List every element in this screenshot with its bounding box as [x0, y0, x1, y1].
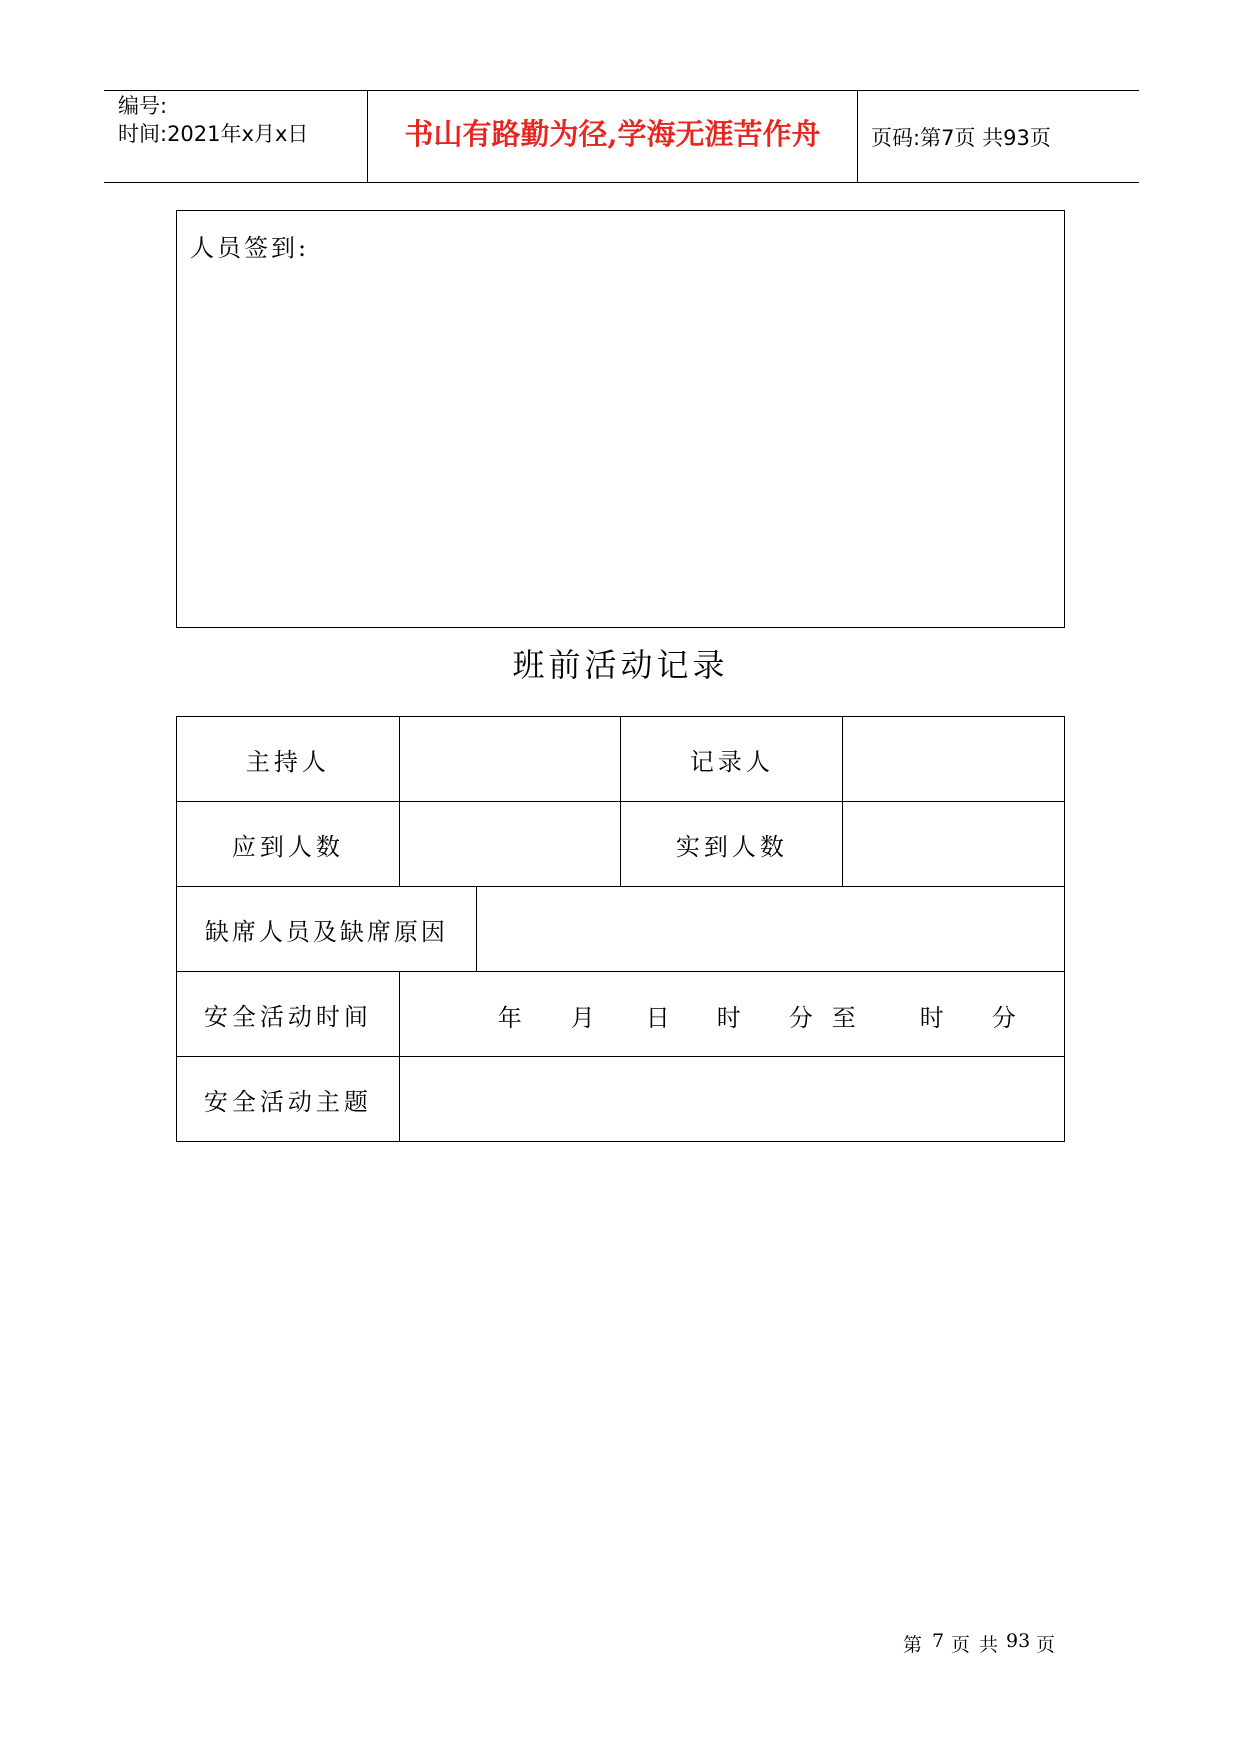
document-number-label: 编号:: [118, 94, 168, 118]
recorder-label: 记录人: [621, 717, 843, 802]
time-unit-hour-end: 时: [919, 1004, 944, 1032]
table-row: [177, 1057, 1065, 1142]
footer-total-unit: 页: [1036, 1634, 1056, 1656]
table-row: [177, 972, 1065, 1057]
table-row: [177, 717, 1065, 802]
time-unit-hour: 时: [716, 1004, 741, 1032]
activity-topic-label: 安全活动主题: [177, 1057, 400, 1142]
table-row: [177, 802, 1065, 887]
header-divider-left: [367, 90, 368, 183]
footer-page-unit: 页: [951, 1634, 971, 1656]
footer-prefix: 第: [903, 1634, 923, 1656]
actual-count-field[interactable]: [843, 802, 1065, 887]
form-title: 班前活动记录: [512, 646, 729, 684]
host-label: 主持人: [177, 717, 400, 802]
activity-record-table: [176, 716, 1065, 1142]
time-unit-minute-end: 分: [991, 1004, 1016, 1032]
document-time-label: 时间:2021年x月x日: [118, 122, 309, 146]
time-unit-month: 月: [570, 1004, 595, 1032]
expected-count-field[interactable]: [399, 802, 621, 887]
time-unit-to: 至: [831, 1004, 856, 1032]
header-motto: 书山有路勤为径,学海无涯苦作舟: [404, 117, 821, 151]
time-unit-minute: 分: [788, 1004, 813, 1032]
activity-topic-field[interactable]: [399, 1057, 1064, 1142]
expected-count-label: 应到人数: [177, 802, 400, 887]
header-divider-right: [857, 90, 858, 183]
activity-time-field[interactable]: [399, 972, 1064, 1057]
time-unit-year: 年: [497, 1004, 522, 1032]
signin-label: 人员签到:: [190, 234, 310, 262]
footer-total-pages: 93: [1006, 1630, 1031, 1652]
header-top-rule: [104, 90, 1139, 91]
time-unit-day: 日: [645, 1004, 670, 1032]
header-page-label: 页码:第7页 共93页: [871, 126, 1051, 150]
host-field[interactable]: [399, 717, 621, 802]
footer-total-prefix: 共: [979, 1634, 999, 1656]
table-row: [177, 887, 1065, 972]
absent-label: 缺席人员及缺席原因: [177, 887, 477, 972]
activity-time-label: 安全活动时间: [177, 972, 400, 1057]
footer-page-number: 7: [932, 1630, 945, 1652]
absent-field[interactable]: [476, 887, 1064, 972]
recorder-field[interactable]: [843, 717, 1065, 802]
signin-box[interactable]: [176, 210, 1065, 628]
header-bottom-rule: [104, 182, 1139, 183]
actual-count-label: 实到人数: [621, 802, 843, 887]
